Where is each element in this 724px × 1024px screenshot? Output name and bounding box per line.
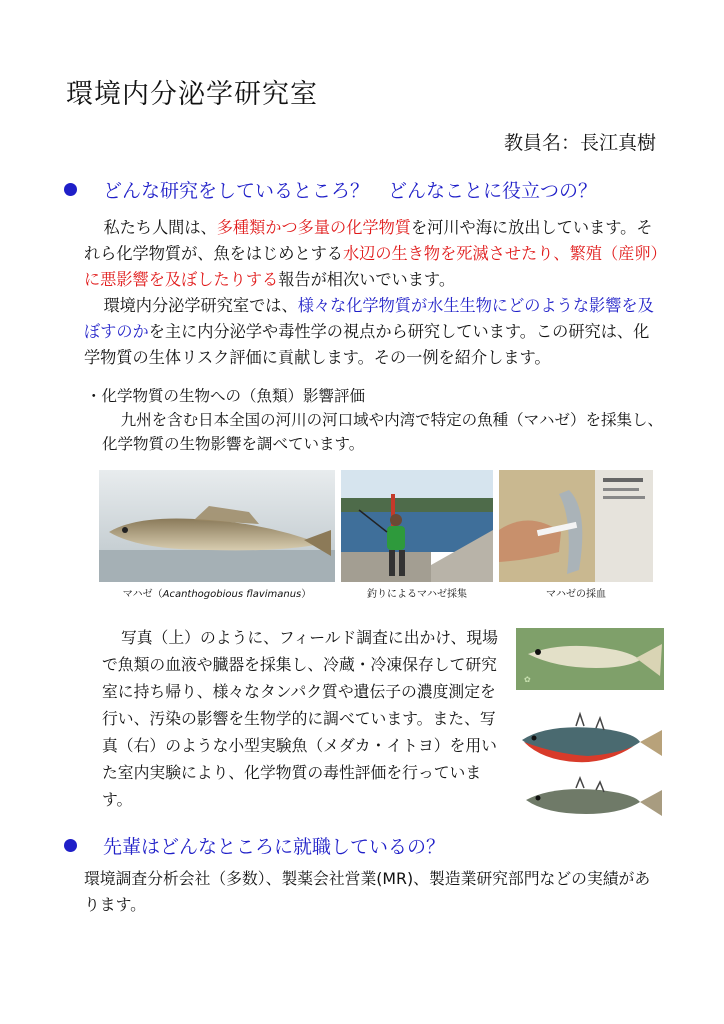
svg-text:✿: ✿ [524, 675, 531, 684]
highlight-effects: 様々な化学物質が水生生物にどのような影響を及ぼすのか [84, 296, 654, 341]
evaluation-title: ・化学物質の生物への（魚類）影響評価 [86, 387, 366, 405]
bullet-icon [64, 183, 77, 196]
page-title: 環境内分泌学研究室 [66, 79, 318, 110]
blood-sampling-photo-caption: マハゼの採血 [546, 589, 606, 600]
stickleback-illustration [516, 702, 664, 832]
research-paragraph-1: 私たち人間は、多種類かつ多量の化学物質を河川や海に放出しています。それら化学物質が、魚をはじめとする水辺の生き物を死滅させたり、繁殖（産卵）に悪影響を及ぼしたりする報告が相次いでいます。 [84, 218, 659, 289]
field-paragraph: 写真（上）のように、フィールド調査に出かけ、現場で魚類の血液や臓器を採集し、冷蔵・冷凍保存して研究室に持ち帰り、様々なタンパク質や遺伝子の濃度測定を行い、汚染の影響を生物学的に調べています。また、写真（右）のような小型実験魚（メダカ・イトヨ）を用いた室内実験により、化学物質の毒性評価を行っています。 [102, 628, 498, 809]
bullet-icon [64, 839, 77, 852]
section-heading-career: 先輩はどんなところに就職しているの？ [64, 832, 445, 859]
highlight-harm: 水辺の生き物を死滅させたり、繁殖（産卵）に悪影響を及ぼしたりする [84, 244, 659, 289]
fishing-photo-caption: 釣りによるマハゼ採集 [367, 589, 467, 600]
evaluation-block [86, 384, 664, 456]
medaka-photo [516, 628, 664, 690]
teacher-name: 教員名：長江真樹 [503, 132, 656, 154]
goby-photo [99, 470, 335, 582]
goby-photo-caption: マハゼ（Acanthogobious flavimanus） [122, 589, 312, 600]
research-paragraph-2: 環境内分泌学研究室では、様々な化学物質が水生生物にどのような影響を及ぼすのかを主に内分泌学や毒性学の視点から研究しています。この研究は、化学物質の生体リスク評価に貢献します。その一例を紹介します。 [84, 296, 654, 367]
highlight-chemicals: 多種類かつ多量の化学物質 [216, 218, 411, 237]
career-paragraph: 環境調査分析会社（多数）、製薬会社営業(MR)、製造業研究部門などの実績があります。 [84, 869, 651, 914]
blood-sampling-photo [499, 470, 653, 582]
section-heading-research: どんな研究をしているところ？ どんなことに役立つの？ [64, 176, 597, 203]
fishing-photo [341, 470, 493, 582]
evaluation-body: 九州を含む日本全国の河川の河口域や内湾で特定の魚種（マハゼ）を採集し、化学物質の生物影響を調べています。 [102, 411, 663, 453]
